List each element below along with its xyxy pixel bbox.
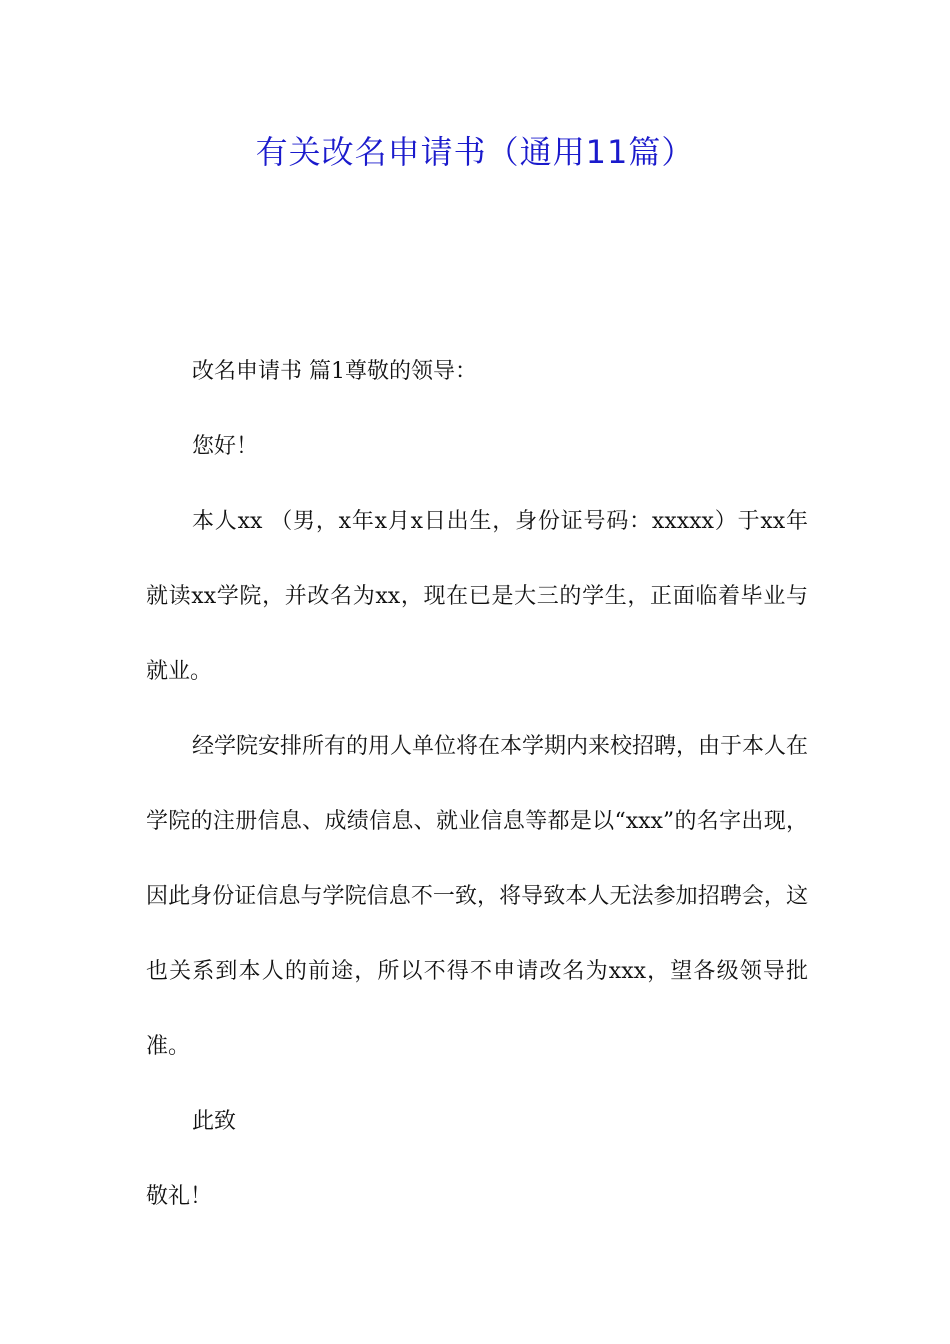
reason-paragraph: 经学院安排所有的用人单位将在本学期内来校招聘，由于本人在学院的注册信息、成绩信息、就业信息等都是以“xxx”的名字出现，因此身份证信息与学院信息不一致，将导致本人无法参加招聘会，这也关系到本人的前途，所以不得不申请改名为xxx，望各级领导批准。 — [146, 734, 809, 1059]
document-title: 有关改名申请书（通用11篇） — [255, 133, 695, 171]
greeting-paragraph: 您好！ — [192, 434, 259, 459]
document-body — [146, 334, 808, 1234]
salutation-paragraph: 改名申请书 篇1尊敬的领导： — [192, 359, 477, 384]
closing-paragraph: 此致 — [192, 1109, 237, 1134]
background-paragraph: 本人xx （男，x年x月x日出生，身份证号码：xxxxx）于xx年就读xx学院，并改名为xx，现在已是大三的学生，正面临着毕业与就业。 — [146, 509, 808, 684]
regards-paragraph: 敬礼！ — [146, 1184, 213, 1209]
